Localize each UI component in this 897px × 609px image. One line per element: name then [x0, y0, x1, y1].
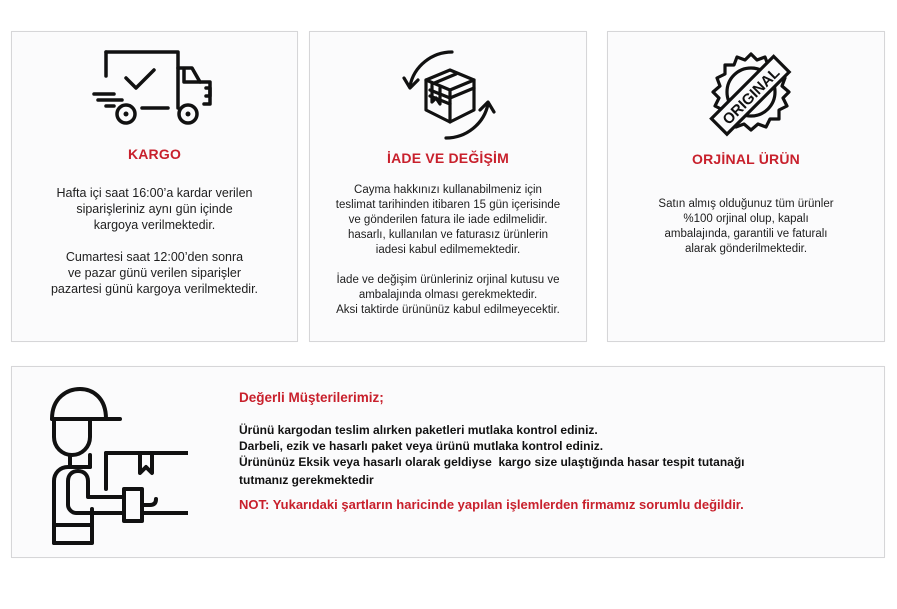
- text-line: alarak gönderilmektedir.: [684, 243, 808, 255]
- notice-line: Ürününüz Eksik veya hasarlı olarak geldiyse kargo size ulaştığında hasar tespit tutanağı: [239, 455, 745, 469]
- notice-line: Darbeli, ezik ve hasarlı paket veya ürünü mutlaka kontrol ediniz.: [239, 439, 604, 453]
- text-line: Cumartesi saat 12:00’den sonra: [65, 250, 244, 264]
- text-line: iadesi kabul edilmemektedir.: [375, 244, 521, 256]
- box-exchange-arrows-icon: [402, 46, 496, 142]
- notice-line: Ürünü kargodan teslim alırken paketleri mutlaka kontrol ediniz.: [239, 423, 598, 437]
- text-line: Satın almış olduğunuz tüm ürünler: [658, 198, 834, 210]
- card-title: [310, 150, 586, 166]
- notice-line: tutmanız gerekmektedir: [239, 473, 374, 487]
- notice-title: Değerli Müşterilerimiz;: [239, 390, 384, 405]
- delivery-truck-check-icon: [92, 48, 216, 128]
- kargo-title: KARGO: [127, 146, 182, 162]
- text-line: Hafta içi saat 16:00’a kardar verilen: [56, 186, 253, 200]
- stamp-text: ORIGINAL: [719, 64, 784, 129]
- notice-lines: [239, 422, 745, 488]
- customer-notice-card: [11, 366, 885, 558]
- text-line: Cayma hakkınızı kullanabilmeniz için: [354, 184, 542, 196]
- card-title: [12, 146, 297, 162]
- original-stamp-icon: [705, 50, 797, 142]
- card-description: [310, 183, 586, 318]
- courier-with-package-icon: [44, 385, 188, 545]
- text-line: pazartesi günü kargoya verilmektedir.: [50, 282, 259, 296]
- text-line: ve pazar günü verilen siparişler: [67, 266, 241, 280]
- card-description: [608, 197, 884, 257]
- iade-title: İADE VE DEĞİŞİM: [386, 150, 510, 166]
- orjinal-title: ORJİNAL ÜRÜN: [692, 151, 800, 167]
- text-line: ambalajında olması gerekmektedir.: [358, 289, 538, 301]
- text-line: ve gönderilen fatura ile iade edilmelidir.: [348, 214, 548, 226]
- card-title: [608, 151, 884, 167]
- text-line: Aksi taktirde ürününüz kabul edilmeyecektir.: [336, 304, 560, 316]
- text-line: İade ve değişim ürünleriniz orjinal kutusu ve: [336, 274, 560, 286]
- text-line: %100 orjinal olup, kapalı: [683, 213, 809, 225]
- text-line: siparişleriniz aynı gün içinde: [76, 202, 233, 216]
- orjinal-card: [607, 31, 885, 342]
- kargo-card: [11, 31, 298, 342]
- text-line: kargoya verilmektedir.: [93, 218, 216, 232]
- text-line: hasarlı, kullanılan ve faturasız ürünlerin: [347, 229, 549, 241]
- card-description: [12, 185, 297, 297]
- notice-note: NOT: Yukarıdaki şartların haricinde yapılan işlemlerden firmamız sorumlu değildir.: [239, 497, 744, 512]
- iade-card: [309, 31, 587, 342]
- text-line: ambalajında, garantili ve faturalı: [664, 228, 828, 240]
- text-line: teslimat tarihinden itibaren 15 gün içerisinde: [335, 199, 561, 211]
